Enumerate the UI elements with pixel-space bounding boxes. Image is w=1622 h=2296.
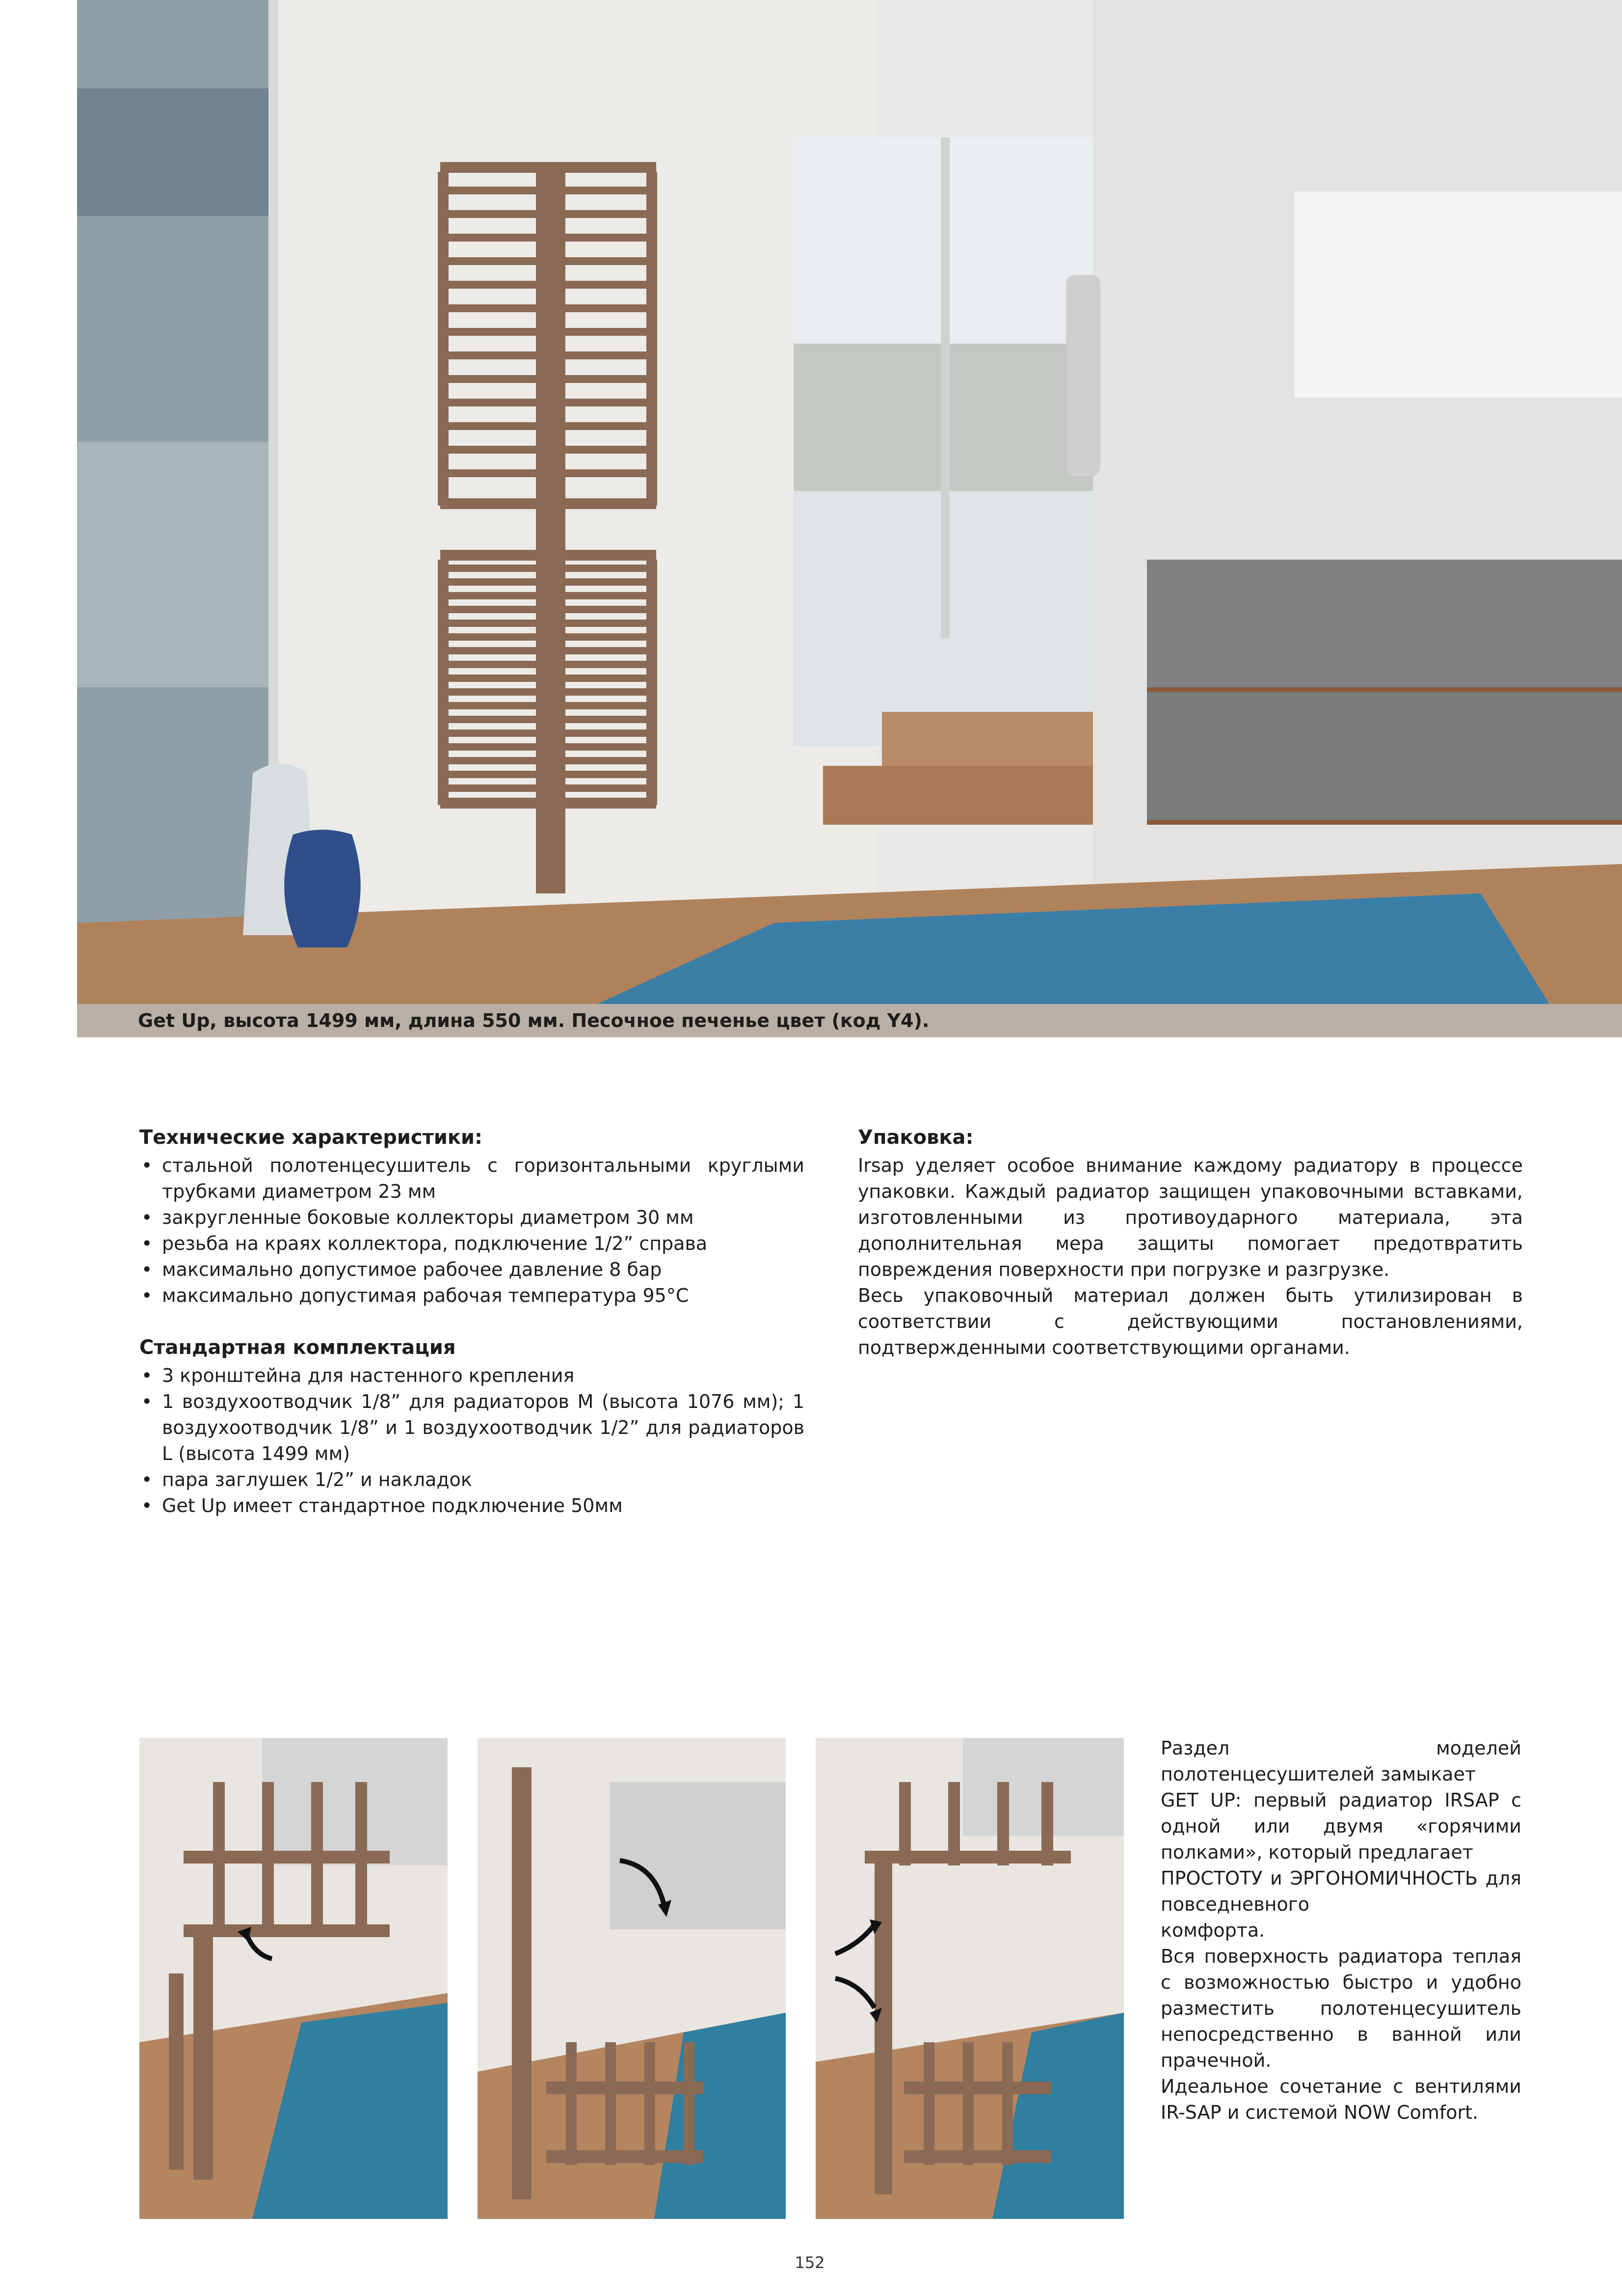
- radiator-tube: [443, 422, 654, 430]
- radiator-tube: [443, 592, 654, 599]
- radiator-tube: [443, 446, 654, 454]
- page-number: 152: [795, 2253, 825, 2272]
- shelf-photo-3: [816, 1738, 1124, 2219]
- description-line: комфорта.: [1161, 1919, 1265, 1941]
- packaging-paragraph: Весь упаковочный материал должен быть утилизирован в соответствии с действующими постановлениями, подтвержденными соответствующими органами.: [858, 1285, 1523, 1358]
- radiator-tube: [443, 606, 654, 613]
- radiator-tube: [443, 716, 654, 723]
- radiator-tube: [443, 578, 654, 586]
- list-item: • закругленные боковые коллекторы диаметром 30 мм: [139, 1205, 804, 1231]
- radiator-tube: [443, 702, 654, 709]
- standard-section: [139, 1334, 804, 1519]
- description-line: Вся поверхность радиатора теплая с возможностью быстро и удобно разместить полотенцесушитель непосредственно в ванной или прачечной.: [1161, 1945, 1521, 2071]
- radiator-tube: [443, 328, 654, 336]
- radiator-tube: [443, 210, 654, 218]
- radiator-tube: [443, 469, 654, 477]
- shelf-photo-1: [139, 1738, 448, 2219]
- radiator-tube: [443, 234, 654, 242]
- standard-title: Стандартная комплектация: [139, 1336, 456, 1359]
- list-item: • пара заглушек 1/2” и накладок: [139, 1467, 804, 1493]
- radiator-tube: [443, 757, 654, 764]
- radiator-tube: [443, 675, 654, 682]
- right-column: [858, 1124, 1523, 1361]
- list-item: • максимально допустимая рабочая температура 95°С: [139, 1283, 804, 1309]
- radiator-tube: [443, 784, 654, 792]
- radiator-tube: [443, 771, 654, 778]
- radiator-tube: [443, 743, 654, 751]
- radiator-tube: [443, 661, 654, 668]
- description-line: Идеальное сочетание с вентилями IR-SAP и системой NOW Comfort.: [1161, 2076, 1521, 2123]
- radiator-tube: [443, 187, 654, 194]
- caption-bar: [77, 1004, 1622, 1037]
- list-item: • резьба на краях коллектора, подключение 1/2” справа: [139, 1231, 804, 1257]
- specs-list: [139, 1153, 804, 1309]
- list-item: • максимально допустимое рабочее давление 8 бар: [139, 1257, 804, 1283]
- shelf-photo-2: [478, 1738, 786, 2219]
- product-description: [1161, 1735, 1521, 2126]
- list-item: • стальной полотенцесушитель с горизонтальными круглыми трубками диаметром 23 мм: [139, 1153, 804, 1205]
- radiator-tube: [443, 620, 654, 627]
- packaging-title: Упаковка:: [858, 1126, 974, 1149]
- left-column: [139, 1124, 804, 1519]
- specs-title: Технические характеристики:: [139, 1126, 483, 1149]
- list-item: • Get Up имеет стандартное подключение 50мм: [139, 1493, 804, 1519]
- hero-caption: Get Up, высота 1499 мм, длина 550 мм. Песочное печенье цвет (код Y4).: [138, 1010, 930, 1031]
- description-line: Раздел моделей полотенцесушителей замыкает: [1161, 1737, 1521, 1785]
- radiator-tube: [443, 399, 654, 406]
- packaging-paragraph: Irsap уделяет особое внимание каждому радиатору в процессе упаковки. Каждый радиатор защищен упаковочными вставками, изготовленными из противоударного материала, эта дополнительная мера защиты помогает предотвратить повреждения поверхности при погрузке и разгрузке.: [858, 1155, 1523, 1280]
- description-line: ПРОСТОТУ и ЭРГОНОМИЧНОСТЬ для повседневного: [1161, 1867, 1521, 1915]
- radiator-tube: [443, 729, 654, 737]
- list-item: • 3 кронштейна для настенного крепления: [139, 1363, 804, 1389]
- radiator-tube: [443, 351, 654, 359]
- radiator-tube: [443, 304, 654, 312]
- specs-section: [139, 1124, 804, 1309]
- radiator-tube: [443, 257, 654, 265]
- radiator-tube: [443, 565, 654, 572]
- radiator-tube: [443, 281, 654, 289]
- radiator-tube: [443, 688, 654, 696]
- standard-list: [139, 1363, 804, 1519]
- radiator-tube: [443, 647, 654, 654]
- hero-photo: [77, 0, 1622, 1004]
- radiator-tube: [443, 633, 654, 641]
- list-item: • 1 воздухоотводчик 1/8” для радиаторов М (высота 1076 мм); 1 воздухоотводчик 1/8” и 1 воздухоотводчик 1/2” для радиаторов L (высота 1499 мм): [139, 1389, 804, 1467]
- description-line: GET UP: первый радиатор IRSAP с одной или двумя «горячими полками», который предлагает: [1161, 1789, 1521, 1863]
- bathroom-scene: [77, 0, 1622, 1004]
- radiator-tube: [443, 375, 654, 383]
